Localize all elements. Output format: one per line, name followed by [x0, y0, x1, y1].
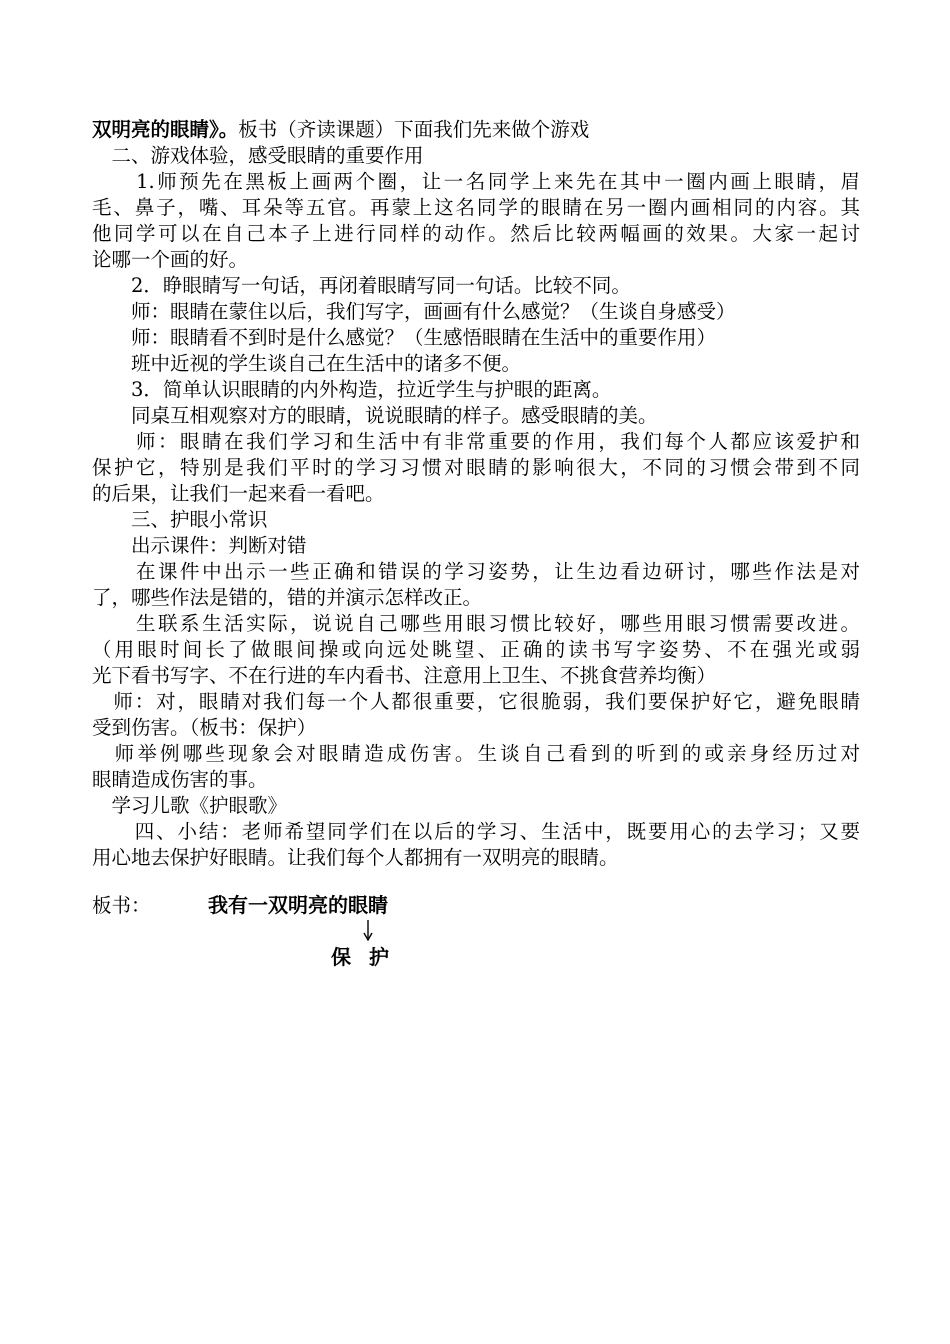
paragraph-line: 3．简单认识眼睛的内外构造，拉近学生与护眼的距离。 [92, 378, 612, 401]
line-text: 板书（齐读课题）下面我们先来做个游戏 [238, 118, 590, 141]
paragraph-line: 了，哪些作法是错的，错的并演示怎样改正。 [92, 586, 483, 609]
paragraph-line: 1.师预先在黑板上画两个圈，让一名同学上来先在其中一圈内画上眼睛，眉 [92, 170, 860, 193]
paragraph-line: 用心地去保护好眼睛。让我们每个人都拥有一双明亮的眼睛。 [92, 846, 619, 869]
blackboard-title: 我有一双明亮的眼睛 [208, 893, 388, 917]
paragraph-line: 的后果，让我们一起来看一看吧。 [92, 482, 385, 505]
paragraph-line: 班中近视的学生谈自己在生活中的诸多不便。 [92, 352, 522, 375]
blackboard-label: 板书： [92, 894, 151, 917]
paragraph-line: 眼睛造成伤害的事。 [92, 768, 268, 791]
paragraph-line: 他同学可以在自己本子上进行同样的动作。然后比较两幅画的效果。大家一起讨 [92, 222, 860, 245]
paragraph-line: 同桌互相观察对方的眼睛，说说眼睛的样子。感受眼睛的美。 [92, 404, 658, 427]
paragraph-line: 生联系生活实际，说说自己哪些用眼习惯比较好，哪些用眼习惯需要改进。 [92, 612, 860, 635]
paragraph-line: 受到伤害。（板书：保护） [92, 716, 317, 739]
paragraph-line [92, 117, 860, 143]
title-continuation: 双明亮的眼睛》。 [92, 118, 239, 141]
paragraph-line: 在课件中出示一些正确和错误的学习姿势，让生边看边研讨，哪些作法是对 [92, 560, 860, 583]
paragraph-line: 出示课件：判断对错 [92, 534, 307, 557]
paragraph-line: 毛、鼻子，嘴、耳朵等五官。再蒙上这名同学的眼睛在另一圈内画相同的内容。其 [92, 196, 860, 219]
paragraph-line: 学习儿歌《护眼歌》 [92, 794, 288, 817]
paragraph-line: 保护它，特别是我们平时的学习习惯对眼睛的影响很大，不同的习惯会带到不同 [92, 456, 860, 479]
blackboard-protect: 保护 [331, 945, 407, 969]
section-heading: 三、护眼小常识 [92, 508, 268, 531]
section-heading: 二、游戏体验，感受眼睛的重要作用 [92, 144, 424, 167]
paragraph-line: 师：眼睛在我们学习和生活中有非常重要的作用，我们每个人都应该爱护和 [92, 430, 860, 453]
paragraph-line: 2．睁眼睛写一句话，再闭着眼睛写同一句话。比较不同。 [92, 274, 631, 297]
paragraph-line: 四、小结：老师希望同学们在以后的学习、生活中，既要用心的去学习；又要 [92, 820, 860, 843]
paragraph-line: 师：对，眼睛对我们每一个人都很重要，它很脆弱，我们要保护好它，避免眼睛 [92, 690, 860, 713]
paragraph-line: 师：眼睛在蒙住以后，我们写字，画画有什么感觉？（生谈自身感受） [92, 300, 736, 323]
paragraph-line: 论哪一个画的好。 [92, 248, 249, 271]
down-arrow-icon [361, 918, 375, 944]
paragraph-line: 师举例哪些现象会对眼睛造成伤害。生谈自己看到的听到的或亲身经历过对 [92, 742, 860, 765]
paragraph-line: 师：眼睛看不到时是什么感觉？（生感悟眼睛在生活中的重要作用） [92, 326, 717, 349]
paragraph-line: 光下看书写字、不在行进的车内看书、注意用上卫生、不挑食营养均衡） [92, 664, 717, 687]
paragraph-line: （用眼时间长了做眼间操或向远处眺望、正确的读书写字姿势、不在强光或弱 [92, 638, 860, 661]
